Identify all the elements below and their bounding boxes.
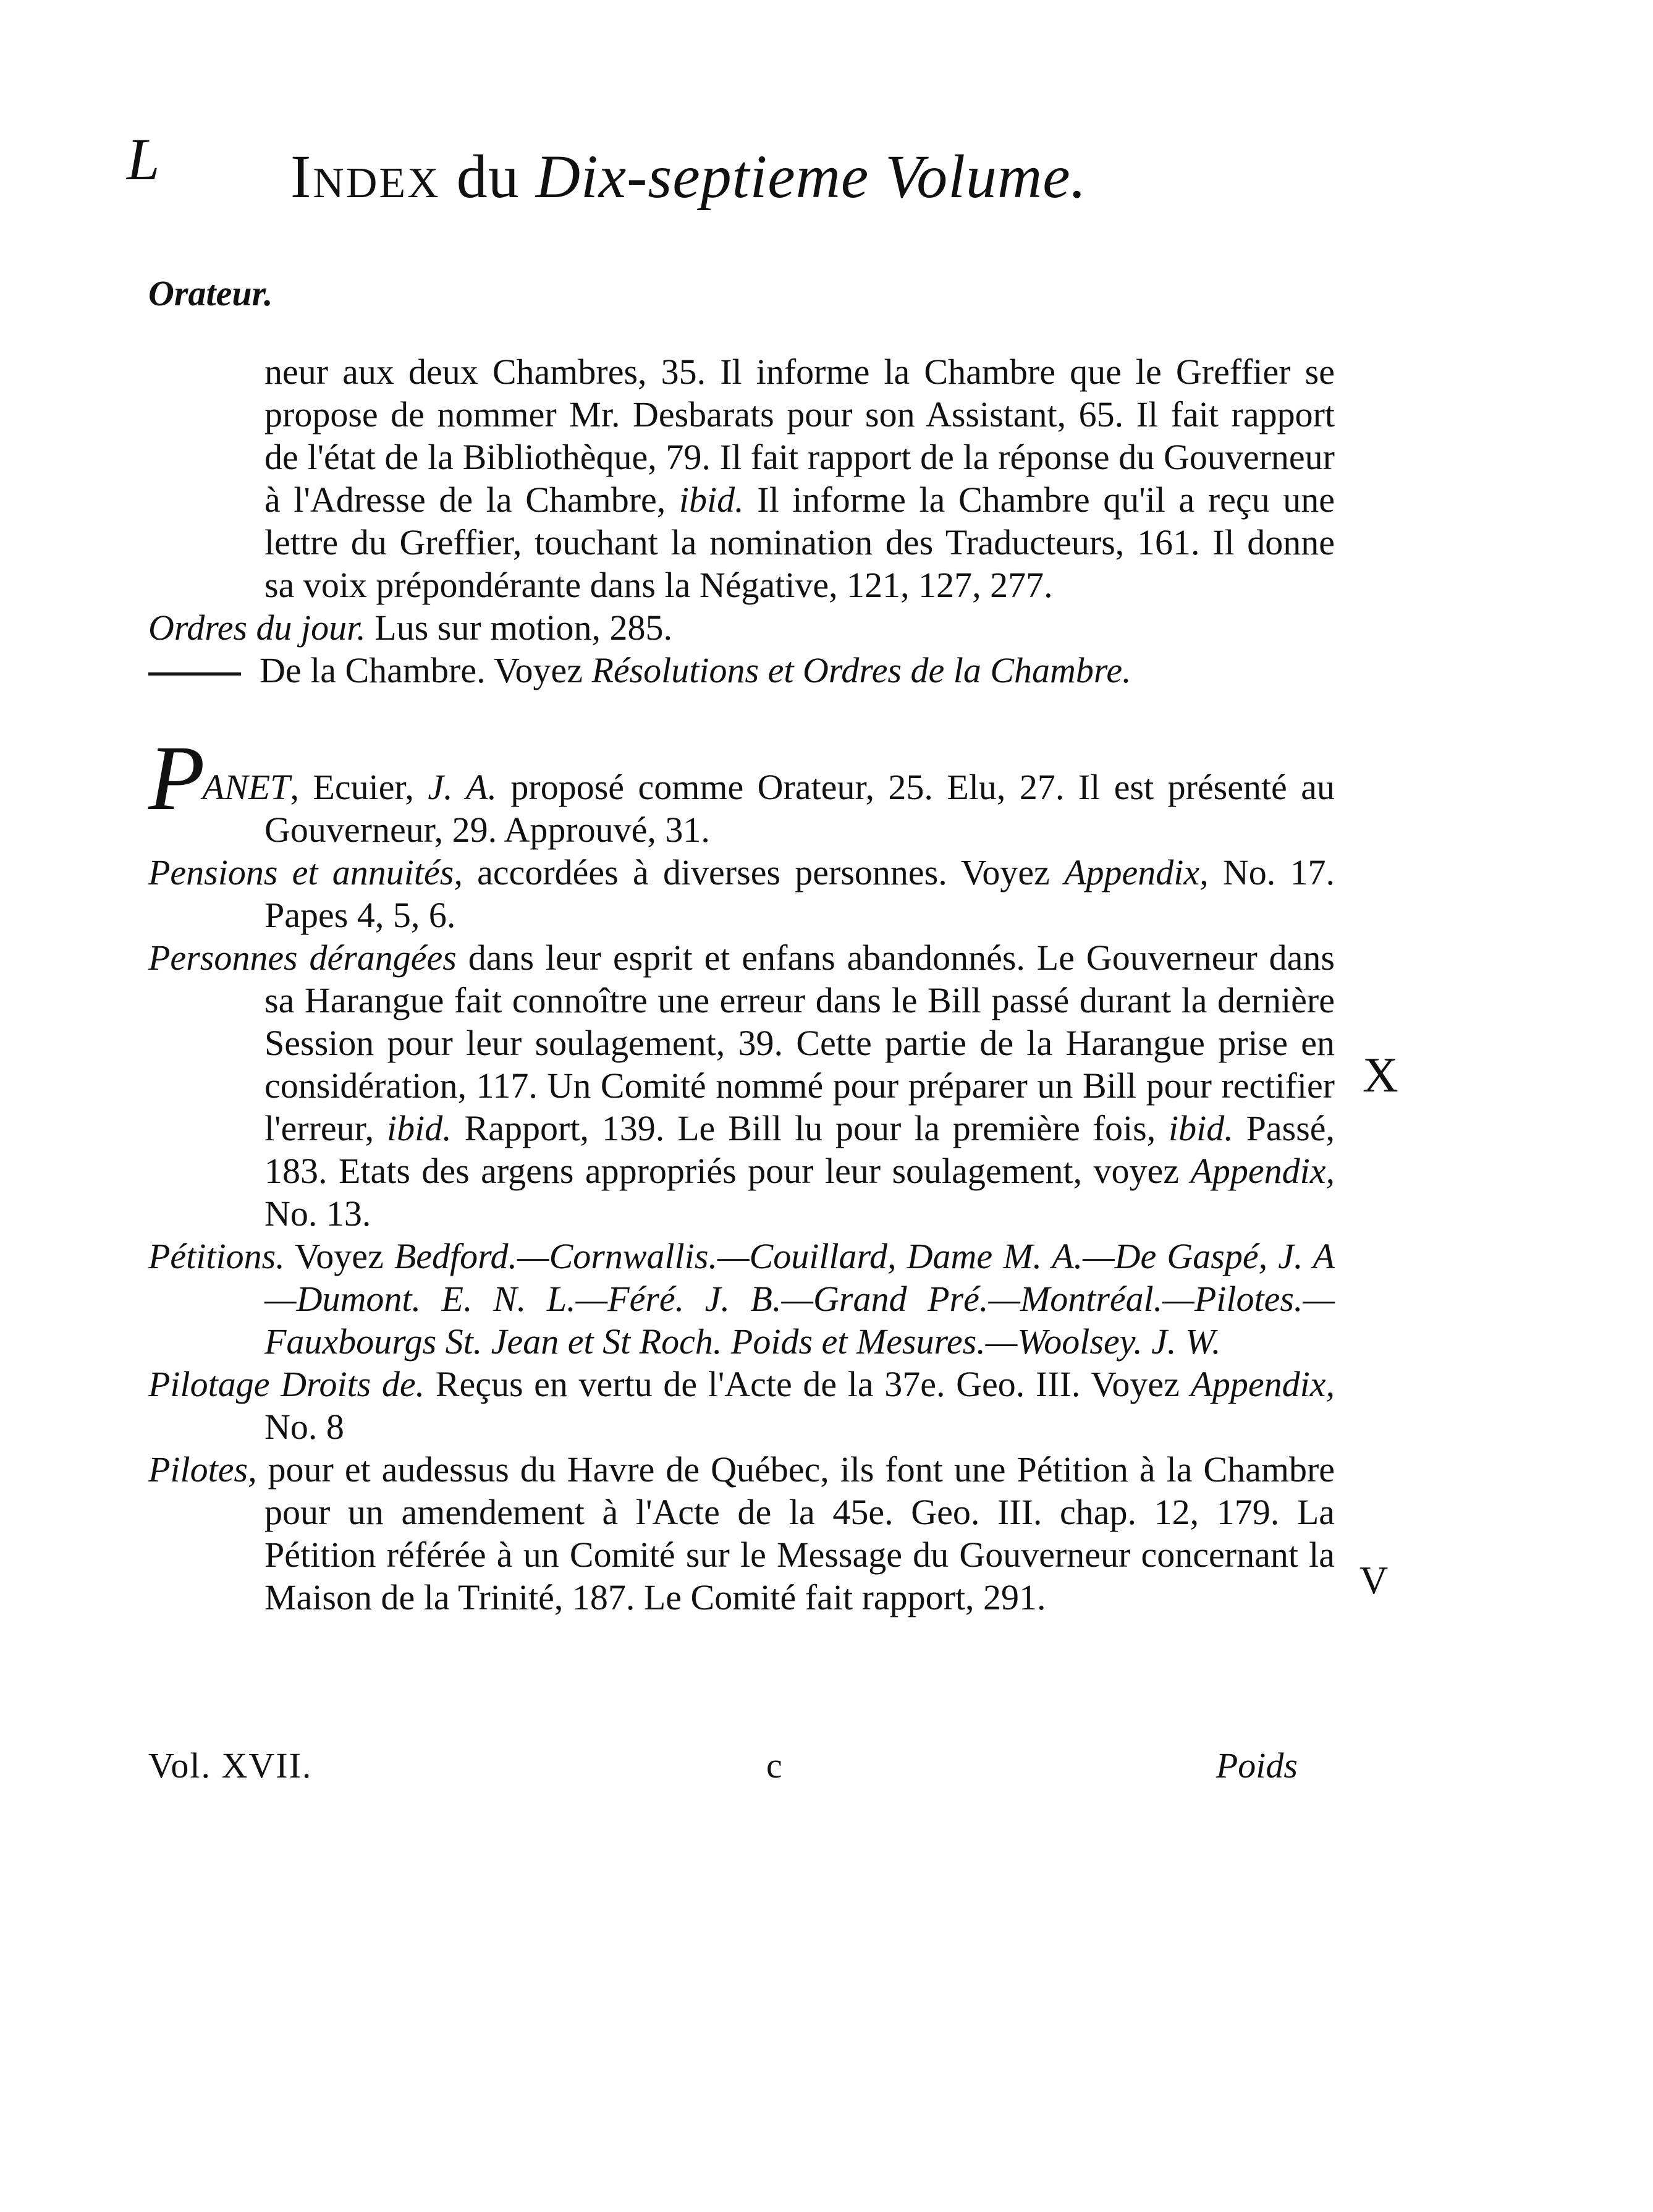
entry-text: accordées à diverses personnes. Voyez bbox=[462, 852, 1065, 892]
entry-text: dans leur esprit et enfans abandonnés. Le Gouverneur dans sa Harangue fait connoître une erreur dans le Bill passé durant la dernière Session pour leur soulagement, 39. Cette partie de la Harangue prise en considération, 117. Un Comité nommé pour préparer un Bill pour rectifier l'erreur, bbox=[264, 938, 1335, 1148]
entry-italic-text: Bedford.—Cornwallis.—Couillard, Dame M. A.—De Gaspé, J. A—Dumont. E. N. L.—Féré. J. B.—Grand Pré.—Montréal.—Pilotes.—Fauxbourgs St. Jean et St Roch. Poids et Mesures.—Woolsey. J. W. bbox=[264, 1236, 1335, 1362]
entry-keyword: Pilotage Droits de. bbox=[148, 1364, 425, 1404]
drop-cap: P bbox=[148, 727, 203, 829]
running-title bbox=[290, 141, 1087, 212]
entry-text: Lus sur motion, 285. bbox=[365, 608, 673, 648]
index-entry-pensions bbox=[148, 851, 1335, 936]
entry-keyword: Pilotes, bbox=[148, 1449, 257, 1489]
entry-italic-text: Appendix, bbox=[1190, 1151, 1335, 1191]
entry-italic-text: Appendix, bbox=[1190, 1364, 1335, 1404]
entry-text: Il informe la Chambre qu'il a reçu une lettre du Greffier, touchant la nomination des Traducteurs, 161. Il donne sa voix prépondérante dans la Négative, 121, 127, 277. bbox=[264, 480, 1335, 605]
catchword: Poids bbox=[1215, 1745, 1298, 1786]
entry-text: proposé comme Orateur, 25. Elu, 27. Il est présenté au Gouverneur, 29. Approuvé, 31. bbox=[264, 767, 1335, 850]
entry-text: No. 17. Papes 4, 5, 6. bbox=[264, 852, 1335, 935]
title-index: Index bbox=[290, 142, 441, 211]
volume-number: Vol. XVII. bbox=[148, 1745, 313, 1786]
entry-keyword: ANET bbox=[202, 767, 290, 807]
entry-keyword: Personnes dérangées bbox=[148, 938, 457, 978]
index-entry-pilotes bbox=[148, 1448, 1335, 1619]
entry-text: pour et audessus du Havre de Québec, ils font une Pétition à la Chambre pour un amendement à l'Acte de la 45e. Geo. III. chap. 12, 179. La Pétition référée à un Comité sur le Message du Gouverneur concernant la Maison de la Trinité, 187. Le Comité fait rapport, 291. bbox=[256, 1449, 1335, 1617]
index-entry-panet bbox=[148, 727, 1335, 851]
index-entry-personnes bbox=[148, 936, 1335, 1235]
index-body bbox=[148, 272, 1335, 1619]
entry-text: De la Chambre. Voyez bbox=[260, 650, 592, 690]
index-entry-orateur-cont bbox=[148, 350, 1335, 606]
title-du: du bbox=[456, 142, 520, 211]
entry-text: , Ecuier, bbox=[290, 767, 428, 807]
margin-pencil-mark-v: V bbox=[1359, 1558, 1389, 1602]
entry-text: Voyez bbox=[284, 1236, 394, 1276]
index-entry-petitions bbox=[148, 1235, 1335, 1363]
entry-italic-text: ibid. bbox=[387, 1108, 452, 1148]
entry-text: Passé, 183. Etats des argens appropriés pour leur soulagement, voyez bbox=[264, 1108, 1335, 1191]
entry-keyword: Pensions et annuités, bbox=[148, 852, 463, 892]
signature-mark: c bbox=[766, 1745, 782, 1786]
entry-italic-text: ibid. bbox=[1169, 1108, 1233, 1148]
entry-text: Rapport, 139. Le Bill lu pour la première fois, bbox=[451, 1108, 1169, 1148]
margin-pencil-mark-x: X bbox=[1363, 1048, 1398, 1103]
index-entries bbox=[148, 350, 1335, 1619]
title-dix-septieme: Dix-septieme bbox=[535, 142, 869, 211]
index-entry-pilotage bbox=[148, 1363, 1335, 1448]
entry-keyword: Pétitions. bbox=[148, 1236, 285, 1276]
entry-text: Reçus en vertu de l'Acte de la 37e. Geo. III. Voyez bbox=[425, 1364, 1191, 1404]
margin-pencil-mark-l: L bbox=[127, 126, 160, 192]
entry-text: No. 8 bbox=[264, 1407, 344, 1447]
section-heading: Orateur. bbox=[148, 273, 273, 313]
title-volume: Volume. bbox=[885, 142, 1087, 211]
index-entry-ordres-du-jour bbox=[148, 606, 1335, 649]
entry-italic-text: ibid. bbox=[679, 480, 744, 520]
entry-italic-text: Résolutions et Ordres de la Chambre. bbox=[591, 650, 1131, 690]
entry-keyword: Ordres du jour. bbox=[148, 608, 366, 648]
entry-italic-text: Appendix, bbox=[1064, 852, 1209, 892]
index-entry-ordres-chambre bbox=[148, 649, 1335, 692]
entry-text: No. 13. bbox=[264, 1193, 371, 1234]
entry-italic-text: J. A. bbox=[428, 767, 497, 807]
entry-text: neur aux deux Chambres, 35. Il informe la Chambre que le Greffier se propose de nommer Mr. Desbarats pour son Assistant, 65. Il fait rapport de l'état de la Bibliothèque, 79. Il fait rapport de la réponse du Gouverneur à l'Adresse de la Chambre, bbox=[264, 352, 1335, 520]
ditto-dash bbox=[148, 672, 241, 676]
